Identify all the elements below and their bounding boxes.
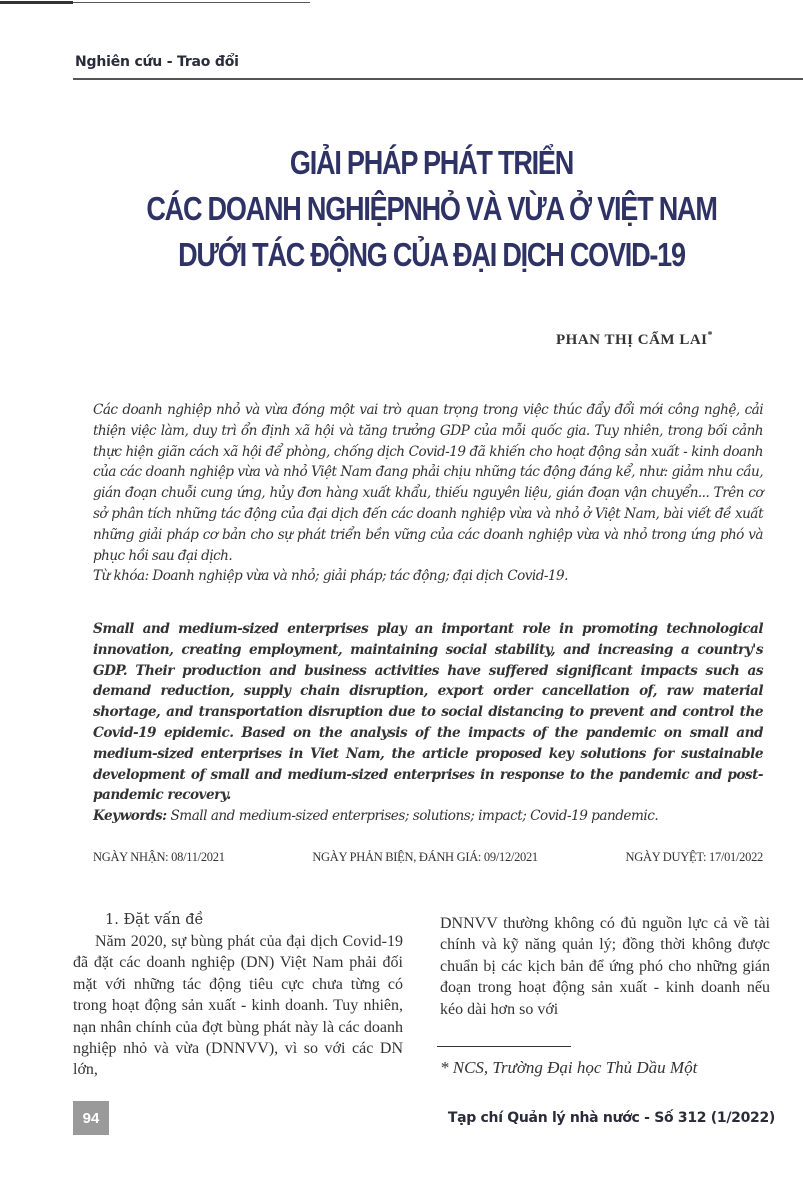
keywords-vi	[93, 566, 763, 587]
body-column-left	[73, 910, 403, 1081]
abstract-vietnamese	[93, 400, 763, 587]
keywords-vi-label: Từ khóa:	[93, 568, 149, 585]
abstract-vi-text: Các doanh nghiệp nhỏ và vừa đóng một vai trò quan trọng trong việc thúc đẩy đổi mới công nghệ, cải thiện việc làm, duy trì ổn định xã hội và tăng trưởng GDP của mỗi quốc gia. Tuy nhiên, trong bối cảnh thực hiện giãn cách xã hội để phòng, chống dịch Covid-19 đã khiến cho hoạt động sản xuất - kinh doanh của các doanh nghiệp vừa và nhỏ Việt Nam đang phải chịu những tác động đáng kể, như: giảm nhu cầu, gián đoạn chuỗi cung ứng, hủy đơn hàng xuất khẩu, thiếu nguyên liệu, gián đoạn vận chuyển... Trên cơ sở phân tích những tác động của đại dịch đến các doanh nghiệp vừa và nhỏ ở Việt Nam, bài viết đề xuất những giải pháp cơ bản cho sự phát triển bền vững của các doanh nghiệp vừa và nhỏ trong ứng phó và phục hồi sau đại dịch.	[93, 402, 763, 564]
keywords-en-label: Keywords:	[93, 808, 167, 825]
date-approved: NGÀY DUYỆT: 17/01/2022	[625, 850, 763, 864]
article-title	[60, 140, 803, 278]
title-line-1: GIẢI PHÁP PHÁT TRIỂN	[289, 144, 574, 181]
journal-citation: Tạp chí Quản lý nhà nước - Số 312 (1/2022)	[447, 1110, 775, 1126]
page-number-badge	[73, 1101, 109, 1135]
page-number: 94	[82, 1109, 100, 1127]
header-rule	[73, 78, 803, 80]
title-line-2: CÁC DOANH NGHIỆPNHỎ VÀ VỪA Ở VIỆT NAM	[146, 190, 717, 227]
author-name: PHAN THỊ CẨM LAI	[556, 332, 708, 348]
title-line-3: DƯỚI TÁC ĐỘNG CỦA ĐẠI DỊCH COVID-19	[178, 236, 685, 273]
footnote-rule	[437, 1046, 571, 1047]
author-footnote-mark: *	[707, 330, 713, 341]
body-paragraph-right: DNNVV thường không có đủ nguồn lực cả về tài chính và kỹ năng quản lý; đồng thời không được chuẩn bị các kịch bản để ứng phó cho những gián đoạn trong hoạt động sản xuất - kinh doanh nếu kéo dài hơn so với	[440, 915, 770, 1018]
keywords-en-values: Small and medium-sized enterprises; solutions; impact; Covid-19 pandemic.	[166, 808, 659, 825]
top-edge-rule-thick	[0, 1, 73, 4]
date-received: NGÀY NHẬN: 08/11/2021	[93, 850, 225, 864]
article-dates	[93, 850, 763, 865]
abstract-en-text: Small and medium-sized enterprises play an important role in promoting technological innovation, creating employment, maintaining social stability, and increasing a country's GDP. Their production and business activities have suffered significant impacts such as demand reduction, supply chain disruption, export order cancellation of, raw material shortage, and transportation disruption due to social distancing to prevent and control the Covid-19 epidemic. Based on the analysis of the impacts of the pandemic on small and medium-sized enterprises in Viet Nam, the article proposed key solutions for sustainable development of small and medium-sized enterprises in response to the pandemic and post-pandemic recovery.	[93, 621, 763, 804]
body-column-right	[440, 913, 770, 1020]
author-footnote: * NCS, Trường Đại học Thủ Dầu Một	[440, 1058, 698, 1077]
section-heading: 1. Đặt vấn đề	[105, 912, 204, 928]
abstract-english	[93, 619, 763, 827]
keywords-en	[93, 806, 763, 827]
section-label: Nghiên cứu - Trao đổi	[75, 54, 239, 70]
author-byline	[556, 330, 713, 349]
date-reviewed: NGÀY PHẢN BIỆN, ĐÁNH GIÁ: 09/12/2021	[312, 850, 538, 864]
body-paragraph-left: Năm 2020, sự bùng phát của đại dịch Covid-19 đã đặt các doanh nghiệp (DN) Việt Nam phải đối mặt với những tác động tiêu cực chưa từng có trong hoạt động sản xuất - kinh doanh. Tuy nhiên, nạn nhân chính của đợt bùng phát này là các doanh nghiệp nhỏ và vừa (DNNVV), vì so với các DN lớn,	[73, 933, 403, 1079]
keywords-vi-values: Doanh nghiệp vừa và nhỏ; giải pháp; tác động; đại dịch Covid-19.	[148, 568, 568, 585]
